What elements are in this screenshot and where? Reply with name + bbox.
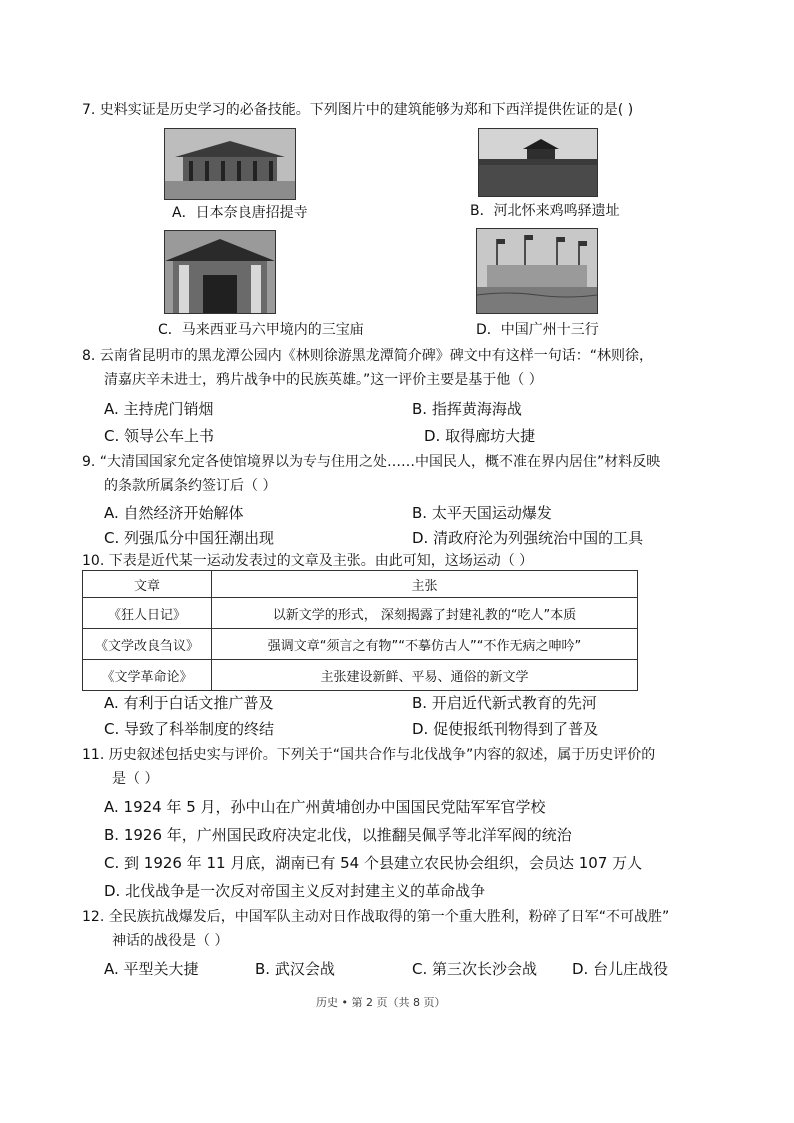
- table-cell: 《狂人日记》: [83, 598, 212, 629]
- temple-photo: [164, 128, 296, 200]
- table-cell: 《文学改良刍议》: [83, 629, 212, 660]
- q12-stem-line1: 12. 全民族抗战爆发后，中国军队主动对日作战取得的第一个重大胜利，粉碎了日军“不可战胜”: [82, 909, 670, 925]
- table-header: 文章: [83, 571, 212, 598]
- q11-stem-line2: 是（ ）: [112, 771, 159, 787]
- q11-stem-line1: 11. 历史叙述包括史实与评价。下列关于“国共合作与北伐战争”内容的叙述，属于历史评价的: [82, 747, 656, 763]
- q9-option-d[interactable]: D. 清政府沦为列强统治中国的工具: [412, 529, 644, 547]
- page-footer: 历史 • 第 2 页（共 8 页）: [316, 996, 446, 1009]
- q10-option-b[interactable]: B. 开启近代新式教育的先河: [412, 694, 597, 712]
- q12-option-c[interactable]: C. 第三次长沙会战: [412, 960, 538, 978]
- q7-option-d[interactable]: D．中国广州十三行: [476, 322, 599, 338]
- table-cell: 主张建设新鲜、平易、通俗的新文学: [212, 660, 638, 691]
- q8-stem-line1: 8. 云南省昆明市的黑龙潭公园内《林则徐游黑龙潭简介碑》碑文中有这样一句话：“林则徐，: [82, 348, 654, 364]
- q10-option-a[interactable]: A. 有利于白话文推广普及: [104, 694, 274, 712]
- table-header-row: [83, 571, 638, 598]
- q8-stem-line2: 清嘉庆辛未进士，鸦片战争中的民族英雄。”这一评价主要是基于他（ ）: [104, 372, 543, 388]
- q11-option-d[interactable]: D. 北伐战争是一次反对帝国主义反对封建主义的革命战争: [104, 882, 486, 900]
- q8-option-d[interactable]: D. 取得廊坊大捷: [424, 427, 536, 445]
- q10-option-c[interactable]: C. 导致了科举制度的终结: [104, 720, 275, 738]
- shrine-photo: [164, 230, 276, 314]
- q7-stem: 7. 史料实证是历史学习的必备技能。下列图片中的建筑能够为郑和下西洋提供佐证的是( ): [82, 102, 634, 118]
- q9-stem-line2: 的条款所属条约签订后（ ）: [104, 478, 277, 494]
- table-cell: 以新文学的形式， 深刻揭露了封建礼教的“吃人”本质: [212, 598, 638, 629]
- q11-option-c[interactable]: C. 到 1926 年 11 月底，湖南已有 54 个县建立农民协会组织，会员达 107 万人: [104, 854, 643, 872]
- q12-option-d[interactable]: D. 台儿庄战役: [572, 960, 669, 978]
- harbor-photo: [476, 228, 598, 314]
- q12-stem-line2: 神话的战役是（ ）: [112, 933, 229, 949]
- fortress-photo: [478, 128, 598, 197]
- q9-option-c[interactable]: C. 列强瓜分中国狂潮出现: [104, 529, 275, 547]
- q10-stem: 10. 下表是近代某一运动发表过的文章及主张。由此可知，这场运动（ ）: [82, 553, 534, 569]
- q8-option-b[interactable]: B. 指挥黄海海战: [412, 400, 522, 418]
- q9-option-a[interactable]: A. 自然经济开始解体: [104, 504, 244, 522]
- q10-table: [82, 570, 638, 691]
- q9-stem-line1: 9. “大清国国家允定各使馆境界以为专与住用之处……中国民人，概不准在界内居住”材料反映: [82, 454, 661, 470]
- q8-option-c[interactable]: C. 领导公车上书: [104, 427, 215, 445]
- table-row: [83, 660, 638, 691]
- q7-option-b[interactable]: B．河北怀来鸡鸣驿遗址: [470, 203, 620, 219]
- q7-option-c[interactable]: C．马来西亚马六甲境内的三宝庙: [158, 322, 364, 338]
- q7-option-a[interactable]: A．日本奈良唐招提寺: [172, 205, 308, 221]
- q10-option-d[interactable]: D. 促使报纸刊物得到了普及: [412, 720, 599, 738]
- q12-option-b[interactable]: B. 武汉会战: [255, 960, 335, 978]
- table-row: [83, 629, 638, 660]
- table-row: [83, 598, 638, 629]
- q11-option-b[interactable]: B. 1926 年，广州国民政府决定北伐，以推翻吴佩孚等北洋军阀的统治: [104, 826, 572, 844]
- table-cell: 《文学革命论》: [83, 660, 212, 691]
- q9-option-b[interactable]: B. 太平天国运动爆发: [412, 504, 552, 522]
- q12-option-a[interactable]: A. 平型关大捷: [104, 960, 199, 978]
- q11-option-a[interactable]: A. 1924 年 5 月，孙中山在广州黄埔创办中国国民党陆军军官学校: [104, 798, 546, 816]
- table-header: 主张: [212, 571, 638, 598]
- table-cell: 强调文章“须言之有物”“不摹仿古人”“不作无病之呻吟”: [212, 629, 638, 660]
- q8-option-a[interactable]: A. 主持虎门销烟: [104, 400, 214, 418]
